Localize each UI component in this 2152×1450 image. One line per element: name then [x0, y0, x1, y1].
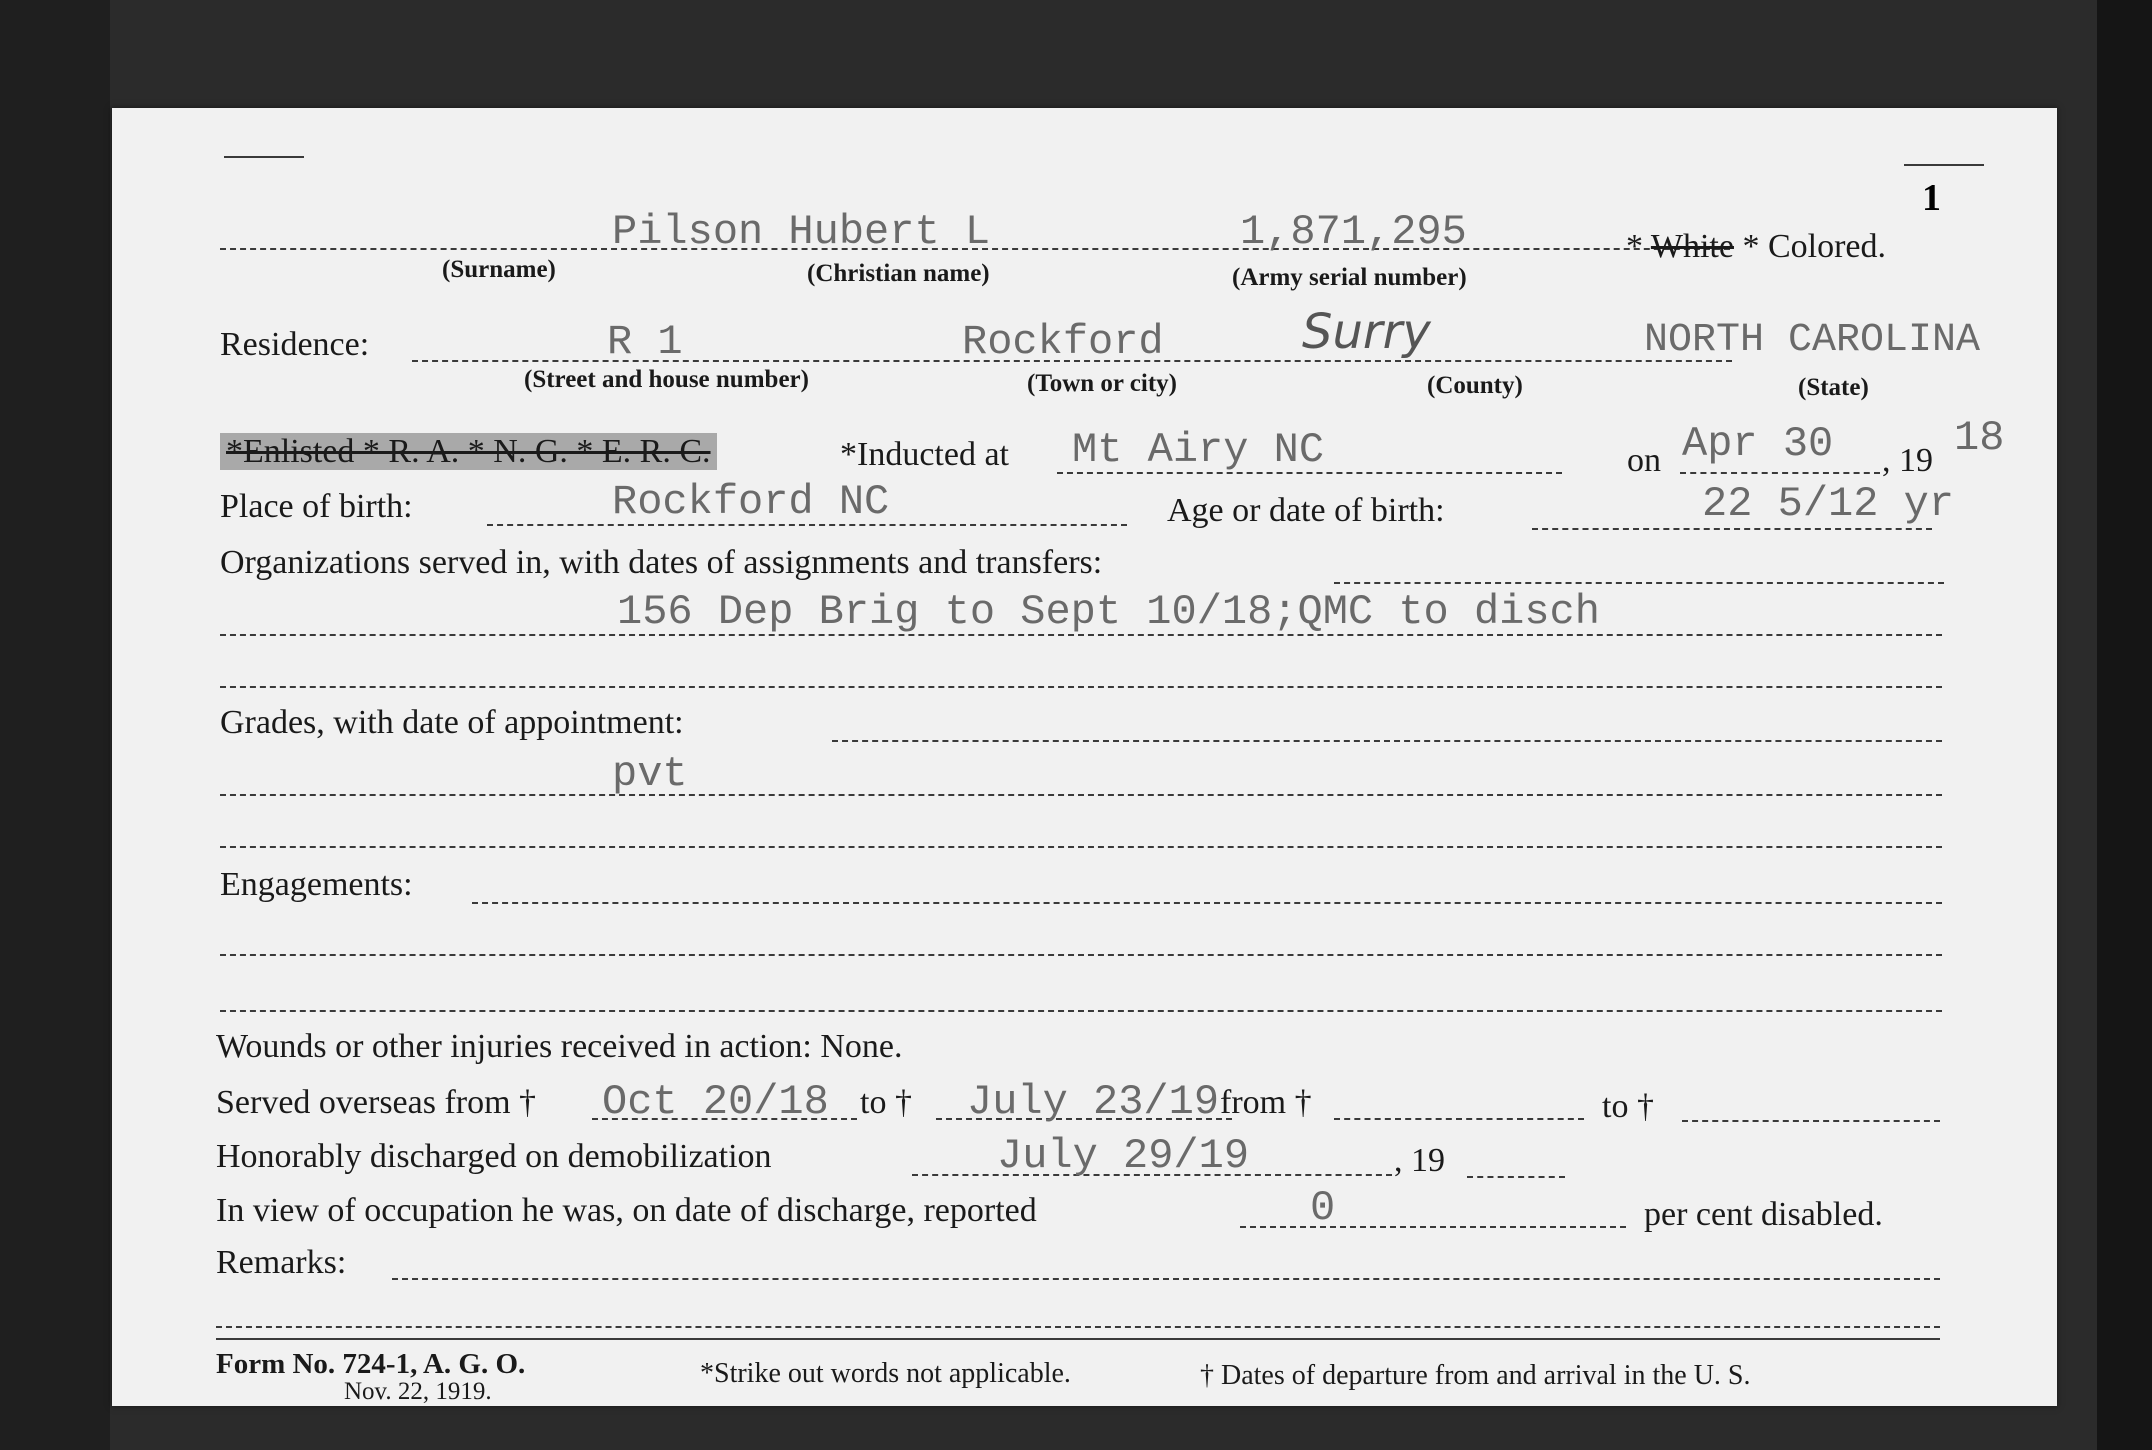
town-caption: (Town or city): [1027, 370, 1177, 397]
remarks-label: Remarks:: [216, 1244, 347, 1281]
residence-state-value: NORTH CAROLINA: [1644, 318, 1981, 363]
disability-label: In view of occupation he was, on date of discharge, reported: [216, 1192, 1037, 1229]
overseas-to-value: July 23/19: [967, 1078, 1220, 1126]
enlistment-options: [220, 433, 717, 471]
age-line: [1532, 528, 1932, 530]
footer-rule: [216, 1338, 1940, 1340]
disability-suffix: per cent disabled.: [1644, 1196, 1883, 1233]
form-number: Form No. 724-1, A. G. O.: [216, 1348, 526, 1380]
organizations-value: 156 Dep Brig to Sept 10/18;QMC to disch: [617, 588, 1600, 636]
inducted-value: Mt Airy NC: [1072, 426, 1325, 474]
organizations-line-1: [1334, 582, 1944, 584]
engagements-line-3: [220, 1010, 1942, 1012]
place-of-birth-label: Place of birth:: [220, 488, 413, 525]
grades-line-2: [220, 794, 1942, 796]
state-caption: (State): [1798, 374, 1869, 401]
serial-value: 1,871,295: [1240, 208, 1467, 256]
grades-line-3: [220, 846, 1942, 848]
discharge-year-line: [1467, 1176, 1565, 1178]
race-colored: * Colored.: [1742, 228, 1887, 265]
discharge-label: Honorably discharged on demobilization: [216, 1138, 772, 1175]
footnote-dates: † Dates of departure from and arrival in the U. S.: [1200, 1360, 1751, 1391]
remarks-line-1: [392, 1278, 1940, 1280]
christian-caption: (Christian name): [807, 260, 990, 287]
organizations-label: Organizations served in, with dates of assignments and transfers:: [220, 544, 1103, 581]
disability-line: [1240, 1226, 1626, 1228]
remarks-line-2: [216, 1326, 1940, 1328]
organizations-line-3: [220, 686, 1942, 688]
top-right-rule: [1904, 164, 1984, 166]
race-options: [1626, 228, 1886, 266]
engagements-label: Engagements:: [220, 866, 413, 903]
wounds-label-text: Wounds or other injuries received in action:: [216, 1028, 812, 1065]
footnote-strike: *Strike out words not applicable.: [700, 1358, 1071, 1389]
age-value: 22 5/12 yr: [1702, 480, 1955, 528]
surname-caption: (Surname): [442, 256, 556, 283]
race-star: *: [1626, 228, 1643, 265]
overseas-to-label: to †: [860, 1084, 912, 1121]
card-number: 1: [1922, 177, 1941, 219]
engagements-line-1: [472, 902, 1942, 904]
date-line: [1680, 472, 1880, 474]
race-white: White: [1650, 228, 1734, 265]
grades-label: Grades, with date of appointment:: [220, 704, 684, 741]
overseas-from-value: Oct 20/18: [602, 1078, 829, 1126]
grades-line-1: [832, 740, 1942, 742]
residence-county-value: Surry: [1302, 304, 1431, 360]
engagements-line-2: [220, 954, 1942, 956]
scan-background-right: [2097, 0, 2152, 1450]
disability-value: 0: [1310, 1184, 1336, 1232]
overseas-to2-line: [1682, 1120, 1940, 1122]
overseas-from2-label: from †: [1220, 1084, 1312, 1121]
wounds-value: None.: [820, 1028, 903, 1065]
inducted-date-value: Apr 30: [1682, 420, 1834, 468]
wounds-label: [216, 1028, 903, 1066]
discharge-year-label: , 19: [1394, 1142, 1445, 1179]
year-prefix: , 19: [1882, 442, 1933, 479]
residence-street-value: R 1: [607, 318, 683, 366]
residence-label: Residence:: [220, 326, 370, 363]
residence-town-value: Rockford: [962, 318, 1164, 366]
on-label: on: [1627, 442, 1661, 479]
street-caption: (Street and house number): [524, 366, 809, 393]
serial-caption: (Army serial number): [1232, 264, 1467, 291]
overseas-from-label: Served overseas from †: [216, 1084, 537, 1121]
top-left-rule: [224, 156, 304, 158]
county-caption: (County): [1427, 372, 1523, 399]
inducted-label: *Inducted at: [840, 436, 1009, 473]
overseas-to2-label: to †: [1602, 1088, 1654, 1125]
discharge-value: July 29/19: [997, 1132, 1250, 1180]
place-of-birth-value: Rockford NC: [612, 478, 890, 526]
surname-value: Pilson Hubert L: [612, 208, 991, 256]
form-date: Nov. 22, 1919.: [344, 1378, 492, 1405]
grades-value: pvt: [612, 750, 688, 798]
service-record-card: [112, 108, 2057, 1406]
overseas-from2-line: [1334, 1118, 1584, 1120]
scan-background-left: [0, 0, 110, 1450]
enlistment-options-text: *Enlisted * R. A. * N. G. * E. R. C.: [220, 433, 717, 470]
age-label: Age or date of birth:: [1167, 492, 1445, 529]
inducted-year-value: 18: [1954, 414, 2005, 462]
